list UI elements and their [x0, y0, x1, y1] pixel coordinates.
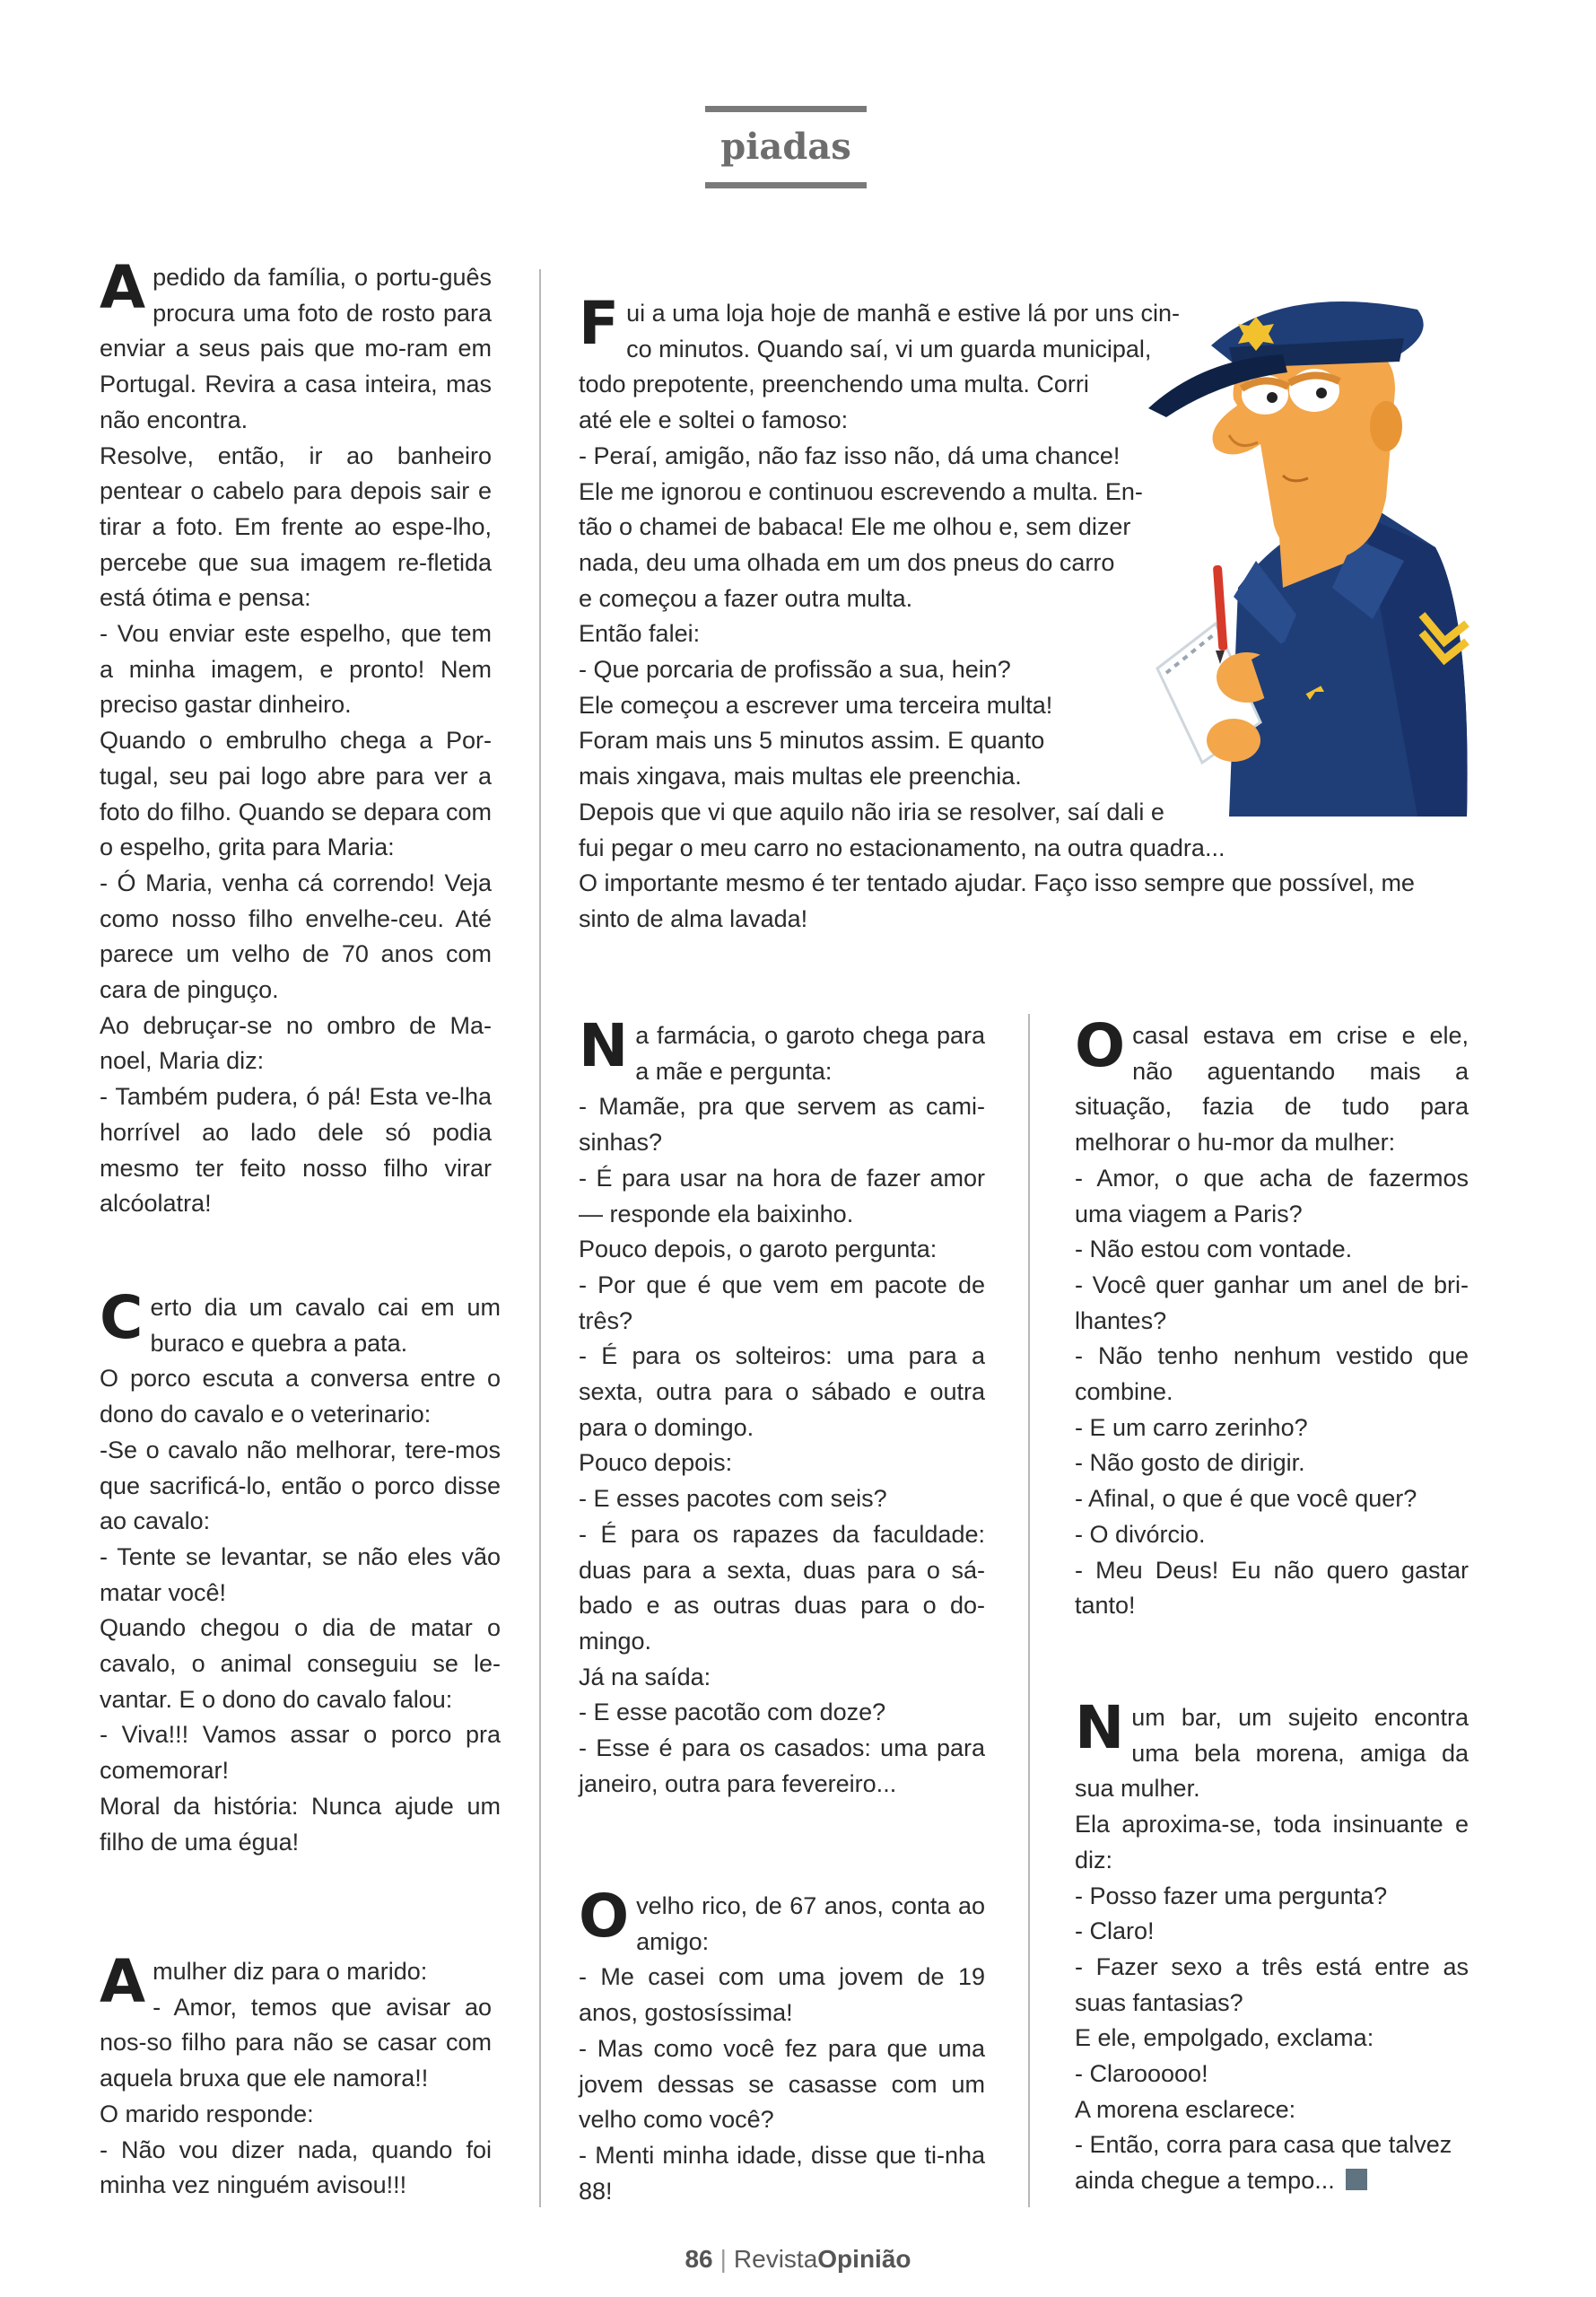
- joke-line: - Amor, o que acha de fazermos uma viagem a Paris?: [1075, 1164, 1469, 1227]
- dropcap: A: [100, 1947, 146, 2016]
- joke-line: um bar, um sujeito encontra uma bela morena, amiga da sua mulher.: [1075, 1704, 1469, 1803]
- joke-line: - Peraí, amigão, não faz isso não, dá uma chance!: [579, 441, 1121, 469]
- joke-line: mulher diz para o marido:: [153, 1958, 428, 1985]
- pupil-right: [1316, 388, 1327, 398]
- header-top-bar: [705, 106, 867, 112]
- joke-line: erto dia um cavalo cai em um buraco e quebra a pata.: [150, 1294, 501, 1357]
- dropcap: C: [100, 1283, 144, 1352]
- joke-line: - Amor, temos que avisar ao nos-so filho para não se casar com aquela bruxa que ele namora!!: [100, 1993, 492, 2092]
- joke-line: Resolve, então, ir ao banheiro pentear o cabelo para depois sair e tirar a foto. Em frente ao espe-lho, percebe que sua imagem re-fletida está ótima e pensa:: [100, 441, 492, 612]
- joke-line: - Tente se levantar, se não eles vão matar você!: [100, 1542, 501, 1606]
- column-divider-right: [1028, 1014, 1030, 2207]
- joke-casal: [1075, 1011, 1469, 1624]
- joke-line: - Menti minha idade, disse que ti-nha 88!: [579, 2141, 985, 2205]
- joke-line: - Não estou com vontade.: [1075, 1236, 1353, 1263]
- joke-line: - Que porcaria de profissão a sua, hein?: [579, 656, 1011, 684]
- joke-line: Ao debruçar-se no ombro de Ma-noel, Maria diz:: [100, 1011, 492, 1075]
- joke-line: - Claro!: [1075, 1917, 1155, 1945]
- joke-line: a farmácia, o garoto chega para a mãe e pergunta:: [635, 1022, 985, 1085]
- joke-velho: [579, 1882, 985, 2209]
- dropcap: O: [579, 1882, 630, 1951]
- joke-line: - O divórcio.: [1075, 1520, 1206, 1548]
- dropcap: O: [1075, 1011, 1126, 1080]
- header-bottom-bar: [705, 182, 867, 188]
- joke-line: - É para os solteiros: uma para a sexta, outra para o sábado e outra para o domingo.: [579, 1342, 985, 1441]
- joke-line: - Ó Maria, venha cá correndo! Veja como nosso filho envelhe-ceu. Até parece um velho de 70 anos com cara de pinguço.: [100, 869, 492, 1004]
- joke-line: casal estava em crise e ele, não aguentando mais a situação, fazia de tudo para melhorar o hu-mor da mulher:: [1075, 1022, 1469, 1157]
- joke-portugues: [100, 253, 492, 1222]
- brand-name-light: Revista: [733, 2245, 818, 2273]
- hand-left: [1207, 719, 1260, 762]
- joke-line: - Mamãe, pra que servem as cami-sinhas?: [579, 1093, 985, 1157]
- joke-line-text: - Então, corra para casa que talvez ainda chegue a tempo...: [1075, 2131, 1452, 2195]
- end-of-article-icon: [1346, 2169, 1367, 2190]
- section-title: piadas: [720, 126, 851, 168]
- joke-farmacia: [579, 1011, 985, 1802]
- joke-line: Já na saída:: [579, 1663, 711, 1690]
- joke-line: - Por que é que vem em pacote de três?: [579, 1271, 985, 1334]
- joke-line: - Me casei com uma jovem de 19 anos, gostosíssima!: [579, 1963, 985, 2027]
- joke-line: - E esse pacotão com doze?: [579, 1699, 886, 1726]
- left-column: [100, 253, 492, 1222]
- joke-line: O importante mesmo é ter tentado ajudar. Faço isso sempre que possível, me: [579, 869, 1415, 897]
- joke-line: - Não tenho nenhum vestido que combine.: [1075, 1342, 1469, 1406]
- ear: [1370, 401, 1402, 451]
- dropcap: N: [1075, 1693, 1125, 1762]
- joke-line: - Clarooooo!: [1075, 2060, 1208, 2088]
- page-footer: [0, 2245, 1596, 2274]
- joke-line: - Afinal, o que é que você quer?: [1075, 1485, 1417, 1513]
- joke-line: [1075, 2127, 1469, 2198]
- joke-line: tão o chamei de babaca! Ele me olhou e, sem dizer: [579, 513, 1131, 541]
- joke-line: Então falei:: [579, 620, 701, 648]
- joke-line: - Você quer ganhar um anel de bri-lhantes?: [1075, 1271, 1469, 1334]
- joke-line: Moral da história: Nunca ajude um filho de uma égua!: [100, 1792, 501, 1856]
- joke-line: - Esse é para os casados: uma para janeiro, outra para fevereiro...: [579, 1734, 985, 1797]
- joke-line: e começou a fazer outra multa.: [579, 584, 913, 612]
- joke-line: - Fazer sexo a três está entre as suas fantasias?: [1075, 1952, 1469, 2016]
- joke-line: O porco escuta a conversa entre o dono do cavalo e o veterinario:: [100, 1365, 501, 1428]
- joke-line: até ele e soltei o famoso:: [579, 406, 849, 434]
- joke-line: ui a uma loja hoje de manhã e estive lá por uns cin-: [626, 300, 1180, 327]
- joke-line: - E um carro zerinho?: [1075, 1413, 1308, 1441]
- joke-line: Foram mais uns 5 minutos assim. E quanto: [579, 727, 1045, 755]
- joke-line: - Também pudera, ó pá! Esta ve-lha horrível ao lado dele só podia mesmo ter feito nosso filho virar alcóolatra!: [100, 1083, 492, 1218]
- joke-line: - É para os rapazes da faculdade: duas para a sexta, duas para o sá-bado e as outras duas para o do-mingo.: [579, 1520, 985, 1655]
- brand-name-bold: Opinião: [817, 2245, 911, 2273]
- joke-line: fui pegar o meu carro no estacionamento, na outra quadra...: [579, 834, 1225, 861]
- joke-line: - Meu Deus! Eu não quero gastar tanto!: [1075, 1556, 1469, 1620]
- column-divider-left: [539, 269, 541, 2207]
- joke-bar: [1075, 1693, 1469, 2199]
- dropcap: F: [579, 289, 620, 358]
- joke-line: -Se o cavalo não melhorar, tere-mos que sacrificá-lo, então o porco disse ao cavalo:: [100, 1436, 501, 1535]
- joke-line: Pouco depois, o garoto pergunta:: [579, 1236, 938, 1263]
- joke-line: mais xingava, mais multas ele preenchia.: [579, 763, 1022, 790]
- joke-line: velho rico, de 67 anos, conta ao amigo:: [636, 1892, 985, 1955]
- joke-line: sinto de alma lavada!: [579, 904, 808, 932]
- joke-line: E ele, empolgado, exclama:: [1075, 2024, 1374, 2052]
- joke-line: - É para usar na hora de fazer amor — responde ela baixinho.: [579, 1164, 985, 1227]
- joke-line: pedido da família, o portu-guês procura uma foto de rosto para enviar a seus pais que mo-ram em Portugal. Revira a casa inteira, mas não encontra.: [100, 264, 492, 433]
- joke-line: Quando o embrulho chega a Por-tugal, seu pai logo abre para ver a foto do filho. Quando se depara com o espelho, grita para Maria:: [100, 727, 492, 861]
- joke-line: - Posso fazer uma pergunta?: [1075, 1882, 1388, 1909]
- footer-separator: |: [720, 2245, 727, 2273]
- joke-line: Depois que vi que aquilo não iria se resolver, saí dali e: [579, 798, 1164, 825]
- pupil-left: [1267, 392, 1278, 403]
- section-header: [705, 106, 867, 188]
- dropcap: N: [579, 1011, 629, 1080]
- joke-line: Quando chegou o dia de matar o cavalo, o animal conseguiu se le-vantar. E o dono do cavalo falou:: [100, 1614, 501, 1713]
- joke-line: Pouco depois:: [579, 1449, 733, 1477]
- joke-line: - Mas como você fez para que uma jovem dessas se casasse com um velho como você?: [579, 2034, 985, 2134]
- joke-line: nada, deu uma olhada em um dos pneus do carro: [579, 548, 1115, 576]
- joke-line: - Vou enviar este espelho, que tem a minha imagem, e pronto! Nem preciso gastar dinheiro.: [100, 620, 492, 719]
- joke-line: Ele começou a escrever uma terceira multa!: [579, 691, 1053, 719]
- joke-line: - Não gosto de dirigir.: [1075, 1449, 1305, 1477]
- joke-line: - Não vou dizer nada, quando foi minha vez ninguém avisou!!!: [100, 2135, 492, 2199]
- police-officer-illustration: [1148, 292, 1480, 817]
- joke-line: todo prepotente, preenchendo uma multa. Corri: [579, 371, 1089, 398]
- joke-line: Ele me ignorou e continuou escrevendo a multa. En-: [579, 477, 1143, 505]
- dropcap: A: [100, 253, 146, 322]
- joke-bruxa: [100, 1947, 492, 2204]
- joke-line: - Viva!!! Vamos assar o porco pra comemorar!: [100, 1721, 501, 1785]
- joke-line: Ela aproxima-se, toda insinuante e diz:: [1075, 1811, 1469, 1873]
- joke-cavalo: [100, 1283, 501, 1860]
- joke-line: A morena esclarece:: [1075, 2095, 1296, 2123]
- page-number: 86: [685, 2245, 713, 2273]
- joke-line: O marido responde:: [100, 2100, 314, 2127]
- joke-line: co minutos. Quando saí, vi um guarda municipal,: [626, 335, 1152, 362]
- joke-line: - E esses pacotes com seis?: [579, 1485, 887, 1513]
